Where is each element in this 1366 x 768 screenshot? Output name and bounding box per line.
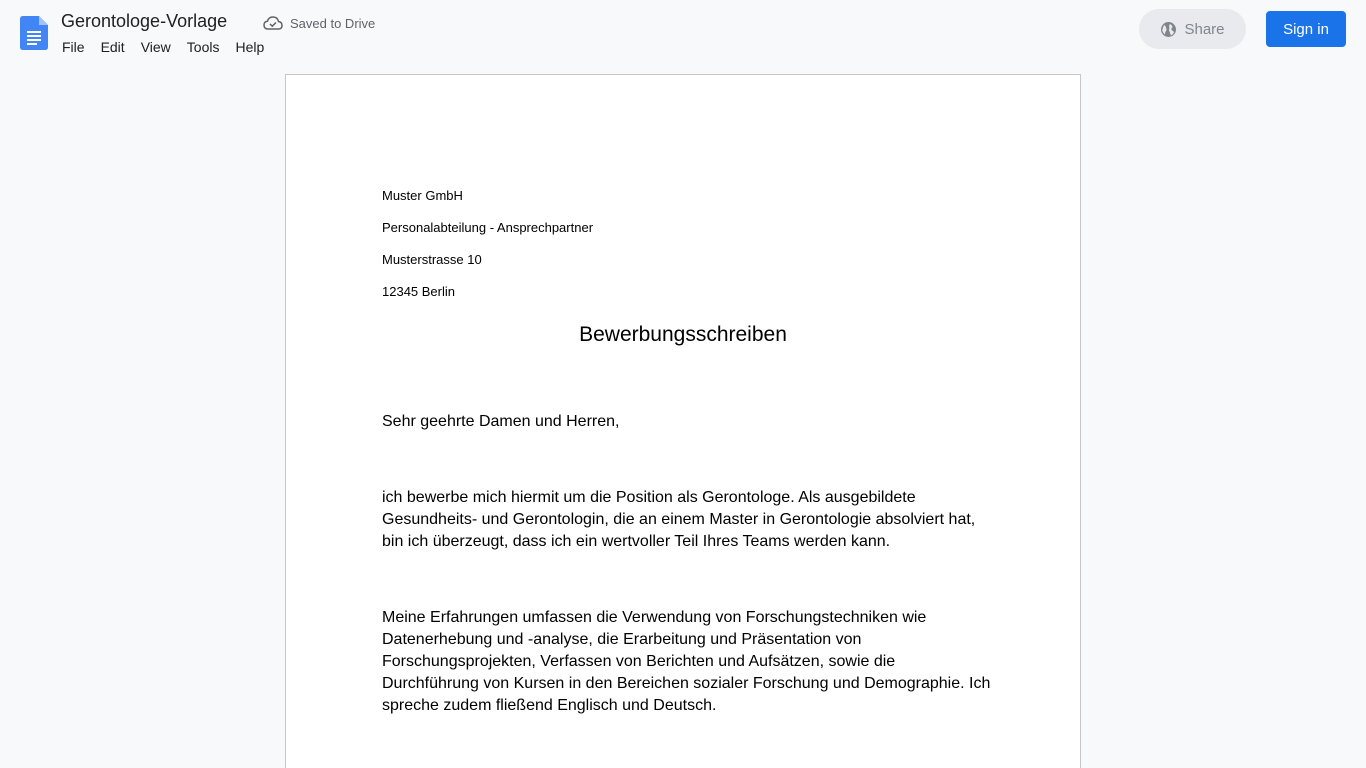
document-title[interactable]: Gerontologe-Vorlage	[61, 11, 228, 31]
address-line-department: Personalabteilung - Ansprechpartner	[382, 220, 594, 235]
save-status[interactable]	[263, 14, 375, 32]
menu-tools[interactable]: Tools	[186, 39, 220, 55]
menu-view[interactable]: View	[140, 39, 171, 55]
address-line-company: Muster GmbH	[382, 188, 463, 203]
paragraph-experience: Meine Erfahrungen umfassen die Verwendung von Forschungstechniken wie Datenerhebung und -analyse, die Erarbeitung und Präsentation von Forschungsprojekten, Verfassen von Berichten und Aufsätzen, sowie die Durchführung von Kursen in den Bereichen sozialer Forschung und Demographie. Ich spreche zudem fließend Englisch und Deutsch.	[382, 609, 991, 714]
document-heading: Bewerbungsschreiben	[579, 323, 787, 346]
address-line-street: Musterstrasse 10	[382, 252, 482, 267]
paragraph-intro: ich bewerbe mich hiermit um die Position als Gerontologe. Als ausgebildete Gesundheits- und Gerontologin, die an einem Master in Gerontologie absolviert hat, bin ich überzeugt, dass ich ein wertvoller Teil Ihres Teams werden kann.	[382, 489, 976, 550]
menu-edit[interactable]: Edit	[100, 39, 125, 55]
sign-in-button[interactable]: Sign in	[1266, 11, 1346, 47]
address-line-city: 12345 Berlin	[382, 284, 455, 299]
document-canvas[interactable]	[0, 64, 1366, 768]
menu-file[interactable]: File	[62, 39, 85, 55]
salutation: Sehr geehrte Damen und Herren,	[382, 413, 620, 430]
top-bar	[0, 0, 1366, 64]
save-status-label: Saved to Drive	[290, 15, 376, 31]
globe-icon	[1160, 21, 1177, 38]
cloud-done-icon	[263, 15, 283, 31]
menu-help[interactable]: Help	[235, 39, 265, 55]
share-button[interactable]	[1139, 9, 1246, 49]
google-docs-icon[interactable]	[20, 16, 48, 50]
share-label: Share	[1184, 20, 1225, 38]
menu-bar	[54, 36, 272, 58]
document-page[interactable]	[285, 74, 1081, 768]
